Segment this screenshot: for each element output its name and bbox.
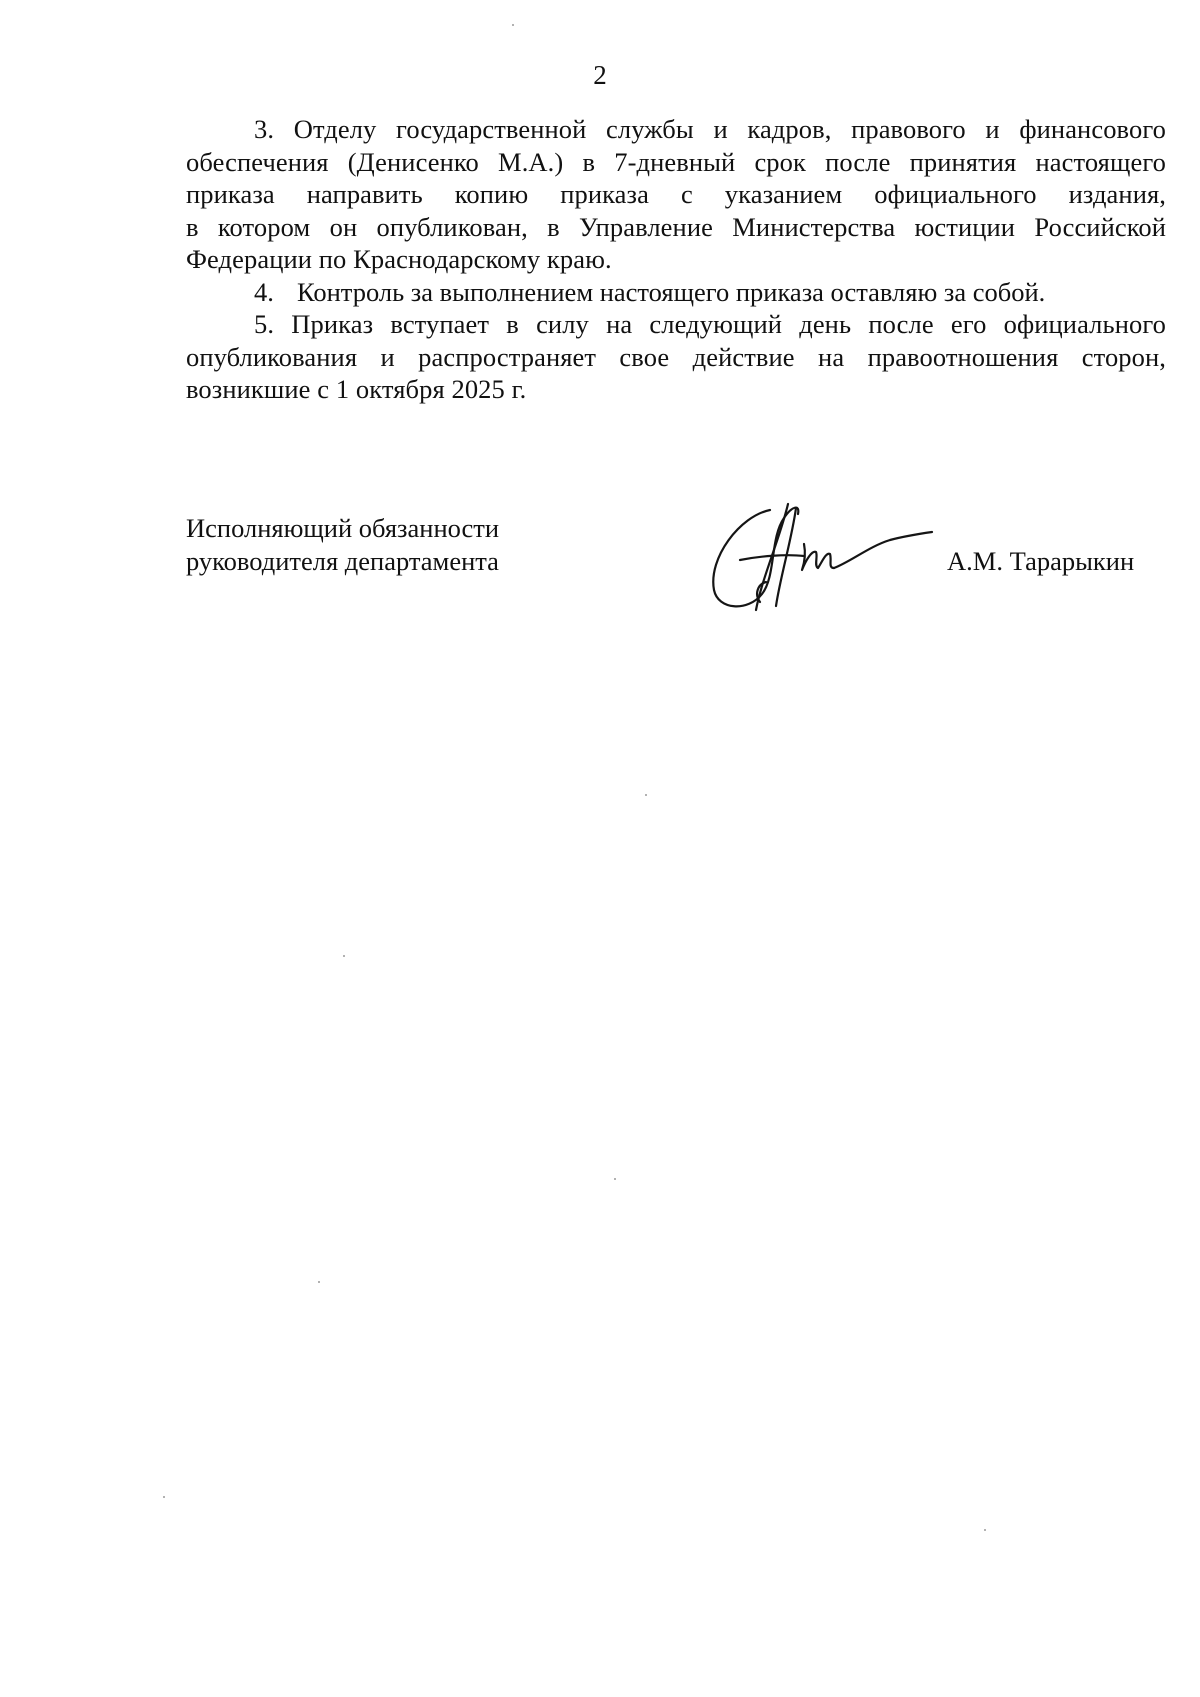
scan-speck (614, 1178, 616, 1180)
handwritten-signature-icon (700, 498, 940, 618)
scan-speck (645, 794, 647, 796)
paragraph-line: опубликования и распространяет свое действие на правоотношения сторон, (186, 341, 1166, 372)
paragraph-line: 5. Приказ вступает в силу на следующий день после его официального (254, 309, 1166, 339)
paragraph-3 (186, 113, 1166, 276)
signatory-name: А.М. Тарарыкин (947, 546, 1135, 576)
position-line: руководителя департамента (186, 545, 499, 576)
paragraph-number: 4. (254, 276, 274, 307)
scan-speck (343, 955, 345, 957)
scan-speck (163, 1496, 165, 1498)
paragraph-line: приказа направить копию приказа с указанием официального издания, (186, 179, 1166, 209)
document-body (186, 113, 1166, 406)
paragraph-text: Контроль за выполнением настоящего приказа оставляю за собой. (297, 276, 1046, 307)
scan-speck (318, 1281, 320, 1283)
signatory-position (186, 512, 499, 577)
paragraph-line: возникшие с 1 октября 2025 г. (186, 374, 527, 404)
scan-speck (512, 24, 514, 26)
paragraph-5 (186, 308, 1166, 406)
paragraph-4 (186, 276, 1166, 309)
position-line: Исполняющий обязанности (186, 513, 500, 543)
paragraph-line: обеспечения (Денисенко М.А.) в 7-дневный срок после принятия настоящего (186, 146, 1166, 177)
paragraph-line: в котором он опубликован, в Управление Министерства юстиции Российской (186, 211, 1166, 242)
paragraph-line: Федерации по Краснодарскому краю. (186, 244, 612, 274)
scan-speck (984, 1529, 986, 1531)
page-number: 2 (593, 60, 607, 90)
paragraph-line: 3. Отделу государственной службы и кадров, правового и финансового (254, 114, 1166, 144)
